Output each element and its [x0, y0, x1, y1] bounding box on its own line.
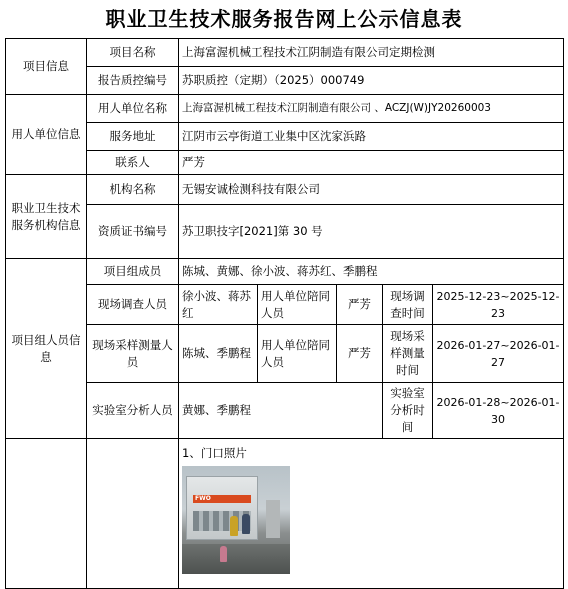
photo-cell [179, 439, 564, 589]
person-figure [220, 546, 227, 562]
cert-number-label: 资质证书编号 [87, 205, 179, 259]
person-figure [242, 514, 250, 534]
sampling-time-label: 现场采样测量时间 [383, 325, 433, 383]
survey-companion-label: 用人单位陪同人员 [258, 285, 337, 325]
team-members-label: 项目组成员 [87, 259, 179, 285]
ground [182, 544, 290, 574]
page-title: 职业卫生技术服务报告网上公示信息表 [105, 7, 463, 31]
contact-value: 严芳 [179, 151, 564, 175]
contact-label: 联系人 [87, 151, 179, 175]
cert-number-value: 苏卫职技字[2021]第 30 号 [179, 205, 564, 259]
survey-companion-value: 严芳 [337, 285, 383, 325]
service-address-label: 服务地址 [87, 123, 179, 151]
person-figure [230, 516, 238, 536]
survey-staff-label: 现场调查人员 [87, 285, 179, 325]
lab-staff-value: 黄娜、季鹏程 [179, 383, 383, 439]
employer-section-header: 用人单位信息 [6, 95, 87, 175]
sampling-companion-label: 用人单位陪同人员 [258, 325, 337, 383]
sampling-staff-value: 陈城、季鹏程 [179, 325, 258, 383]
photo-blank-cell-1 [6, 439, 87, 589]
company-sign [193, 495, 251, 503]
report-code-value: 苏职质控（定期）（2025）000749 [179, 67, 564, 95]
company-sign-text: FWO [195, 495, 211, 502]
project-name-value: 上海富渥机械工程技术江阴制造有限公司定期检测 [179, 39, 564, 67]
gate-post [266, 500, 280, 538]
survey-time-value: 2025-12-23~2025-12-23 [433, 285, 564, 325]
lab-time-value: 2026-01-28~2026-01-30 [433, 383, 564, 439]
photo-blank-cell-2 [87, 439, 179, 589]
agency-section-header: 职业卫生技术服务机构信息 [6, 175, 87, 259]
sampling-companion-value: 严芳 [337, 325, 383, 383]
survey-time-label: 现场调查时间 [383, 285, 433, 325]
lab-time-label: 实验室分析时间 [383, 383, 433, 439]
employer-name-value: 上海富渥机械工程技术江阴制造有限公司 、ACZJ(W)JY20260003 [179, 95, 564, 123]
survey-staff-value: 徐小波、蒋苏红 [179, 285, 258, 325]
agency-name-value: 无锡安诚检测科技有限公司 [179, 175, 564, 205]
project-section-header: 项目信息 [6, 39, 87, 95]
employer-name-label: 用人单位名称 [87, 95, 179, 123]
photo-caption: 1、门口照片 [182, 446, 247, 460]
agency-name-label: 机构名称 [87, 175, 179, 205]
entrance-photo [182, 466, 290, 574]
sampling-time-value: 2026-01-27~2026-01-27 [433, 325, 564, 383]
lab-staff-label: 实验室分析人员 [87, 383, 179, 439]
info-table [5, 38, 564, 589]
report-code-label: 报告质控编号 [87, 67, 179, 95]
project-name-label: 项目名称 [87, 39, 179, 67]
team-members-value: 陈城、黄娜、徐小波、蒋苏红、季鹏程 [179, 259, 564, 285]
sampling-staff-label: 现场采样测量人员 [87, 325, 179, 383]
service-address-value: 江阴市云亭街道工业集中区沈家浜路 [179, 123, 564, 151]
team-section-header: 项目组人员信息 [6, 259, 87, 439]
